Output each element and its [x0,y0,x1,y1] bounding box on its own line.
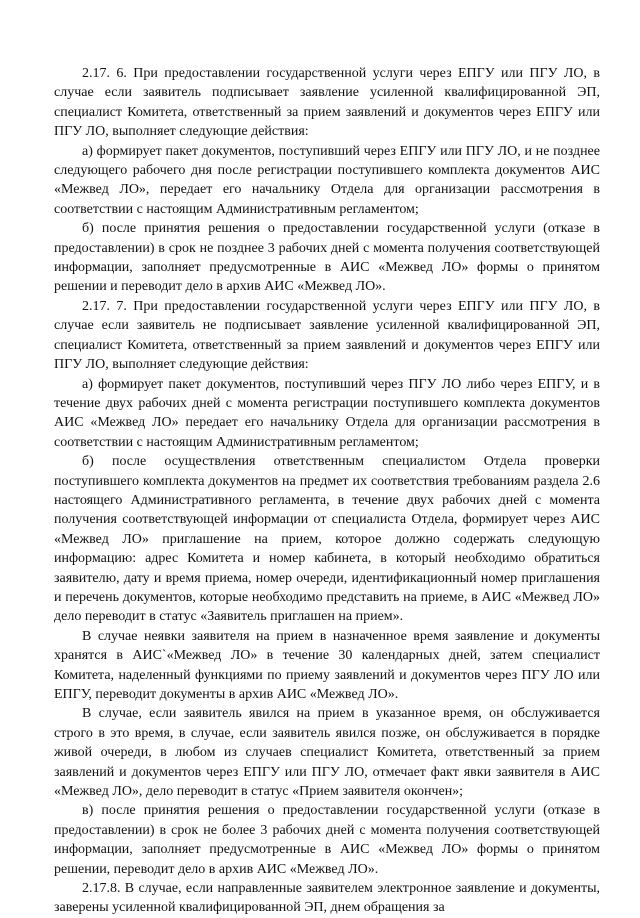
paragraph-2-17-7-b: б) после осуществления ответственным специалистом Отдела проверки поступившего комплекта документов на предмет их соответствия требованиям раздела 2.6 настоящего Административного регламента, в течение двух рабочих дней с момента получения соответствующей информации от специалиста Отдела, формирует через АИС «Межвед ЛО» приглашение на прием, которое должно содержать следующую информацию: адрес Комитета и номер кабинета, в который необходимо обратиться заявителю, дату и время приема, номер очереди, идентификационный номер приглашения и перечень документов, которые необходимо представить на приеме, в АИС «Межвед ЛО» дело переводит в статус «Заявитель приглашен на прием». [54,454,600,625]
paragraph-2-17-7-a: а) формирует пакет документов, поступивший через ПГУ ЛО либо через ЕПГУ, и в течение двух рабочих дней с момента регистрации поступившего комплекта документов АИС «Межвед ЛО» передает его начальнику Отдела для организации рассмотрения в соответствии с настоящим Административным регламентом; [54,376,600,450]
document-page [54,64,600,918]
paragraph-2-17-6-a: а) формирует пакет документов, поступивший через ЕПГУ или ПГУ ЛО, и не позднее следующего рабочего дня после регистрации поступившего комплекта документов АИС «Межвед ЛО», передает его начальнику Отдела для организации рассмотрения в соответствии с настоящим Административным регламентом; [54,143,600,217]
paragraph-2-17-7-c: в) после принятия решения о предоставлении государственной услуги (отказе в предоставлении) в срок не более 3 рабочих дней с момента получения соответствующей информации, заполняет предусмотренные в АИС «Межвед ЛО» формы о принятом решении, переводит дело в архив АИС «Межвед ЛО». [54,803,600,877]
paragraph-2-17-6: 2.17. 6. При предоставлении государственной услуги через ЕПГУ или ПГУ ЛО, в случае если заявитель подписывает заявление усиленной квалифицированной ЭП, специалист Комитета, ответственный за прием заявлений и документов через ЕПГУ или ПГУ ЛО, выполняет следующие действия: [54,66,600,140]
paragraph-2-17-6-b: б) после принятия решения о предоставлении государственной услуги (отказе в предоставлении) в срок не позднее 3 рабочих дней с момента получения соответствующей информации, заполняет предусмотренные в АИС «Межвед ЛО» формы о принятом решении и переводит дело в архив АИС «Межвед ЛО». [54,221,600,295]
paragraph-no-show: В случае неявки заявителя на прием в назначенное время заявление и документы хранятся в АИС`«Межвед ЛО» в течение 30 календарных дней, затем специалист Комитета, наделенный функциями по приему заявлений и документов через ПГУ ЛО или ЕПГУ, переводит документы в архив АИС «Межвед ЛО». [54,628,600,702]
paragraph-on-time: В случае, если заявитель явился на прием в указанное время, он обслуживается строго в это время, в случае, если заявитель явился позже, он обслуживается в порядке живой очереди, в любом из случаев специалист Комитета, ответственный за прием заявлений и документов через ЕПГУ или ПГУ ЛО, отмечает факт явки заявителя в АИС «Межвед ЛО», дело переводит в статус «Прием заявителя окончен»; [54,706,600,800]
paragraph-2-17-8: 2.17.8. В случае, если направленные заявителем электронное заявление и документы, заверены усиленной квалифицированной ЭП, днем обращения за [54,881,600,916]
paragraph-2-17-7: 2.17. 7. При предоставлении государственной услуги через ЕПГУ или ПГУ ЛО, в случае если заявитель не подписывает заявление усиленной квалифицированной ЭП, специалист Комитета, ответственный за прием заявлений и документов через ЕПГУ или ПГУ ЛО, выполняет следующие действия: [54,298,600,373]
